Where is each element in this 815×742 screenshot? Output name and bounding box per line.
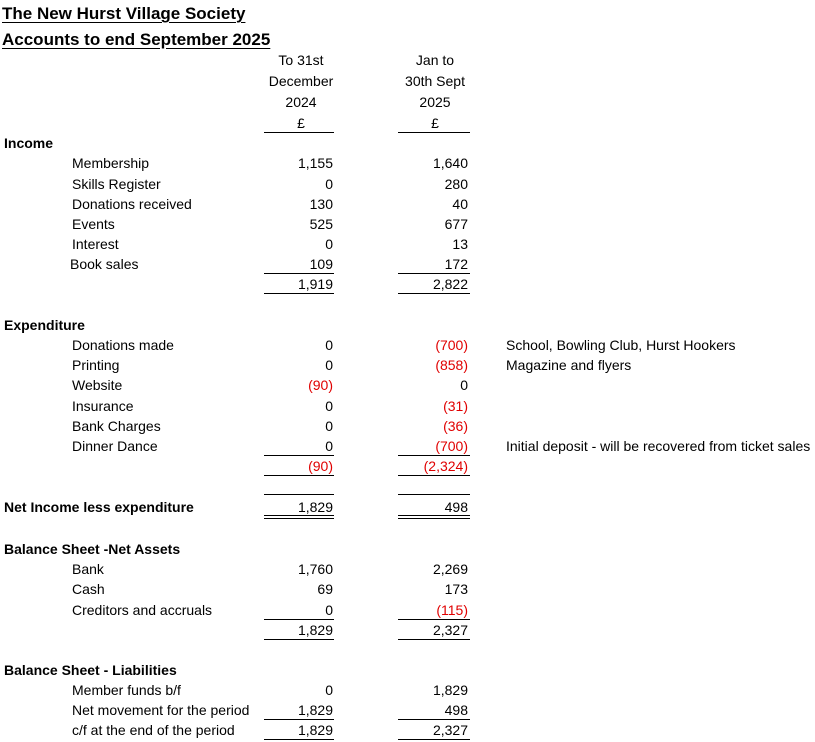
- expenditure-total-col2: (2,324): [423, 458, 468, 474]
- expenditure-row-col2: (858): [435, 357, 468, 373]
- expenditure-row-label: Bank Charges: [72, 418, 161, 434]
- expenditure-note: School, Bowling Club, Hurst Hookers: [506, 337, 736, 353]
- expenditure-row-col2: (700): [435, 337, 468, 353]
- income-row-col2: 40: [452, 196, 468, 212]
- liabilities-row-col2: 498: [444, 702, 468, 718]
- col2-currency: £: [431, 115, 439, 131]
- net-assets-row-label: Bank: [72, 561, 104, 577]
- net-income-col1: 1,829: [297, 499, 333, 515]
- net-double-rule-1-col2: [398, 515, 470, 516]
- expenditure-row-col1: 0: [325, 438, 333, 454]
- liabilities-row-label: Net movement for the period: [72, 702, 250, 718]
- expenditure-row-col1: (90): [308, 377, 333, 393]
- net-assets-row-label: Creditors and accruals: [72, 602, 213, 618]
- expenditure-row-col2: 0: [460, 377, 468, 393]
- income-row-col2: 13: [452, 236, 468, 252]
- document-title: The New Hurst Village Society: [2, 4, 246, 23]
- liabilities-total-underline-col2: [398, 739, 470, 740]
- col1-header-line2: December: [268, 73, 334, 89]
- net-assets-row-col1: 0: [325, 602, 333, 618]
- income-row-col1: 130: [309, 196, 333, 212]
- expenditure-row-col1: 0: [325, 337, 333, 353]
- expenditure-row-col2: (700): [435, 438, 468, 454]
- liabilities-row-col1: 1,829: [297, 722, 333, 738]
- income-row-col1: 0: [325, 176, 333, 192]
- liabilities-heading: Balance Sheet - Liabilities: [4, 662, 177, 678]
- col1-currency: £: [297, 115, 305, 131]
- income-row-col2: 280: [444, 176, 468, 192]
- expenditure-note: Initial deposit - will be recovered from ticket sales: [506, 438, 811, 454]
- income-total-underline-col2: [398, 293, 470, 294]
- net-assets-row-col1: 69: [317, 581, 333, 597]
- col1-header-line3: 2024: [285, 94, 317, 110]
- expenditure-row-label: Insurance: [72, 398, 134, 414]
- expenditure-row-col1: 0: [325, 398, 333, 414]
- income-row-col1: 1,155: [297, 155, 333, 171]
- income-row-label: Skills Register: [72, 176, 161, 192]
- expenditure-row-col1: 0: [325, 418, 333, 434]
- col2-header-line2: 30th Sept: [405, 73, 465, 89]
- liabilities-row-col2: 2,327: [432, 722, 468, 738]
- net-assets-row-col2: (115): [436, 602, 468, 618]
- income-row-col2: 677: [444, 216, 468, 232]
- net-rule-top-col2: [398, 494, 470, 495]
- net-double-rule-2-col1: [264, 518, 334, 519]
- income-total-underline-col1: [264, 293, 334, 294]
- income-row-label: Membership: [72, 155, 150, 171]
- expenditure-total-col1: (90): [308, 458, 333, 474]
- expenditure-row-label: Dinner Dance: [72, 438, 158, 454]
- net-assets-row-col2: 173: [444, 581, 468, 597]
- expenditure-row-col2: (36): [443, 418, 468, 434]
- income-row-col1: 525: [309, 216, 333, 232]
- net-assets-total-underline-col1: [264, 639, 334, 640]
- income-total-col2: 2,822: [432, 276, 468, 292]
- expenditure-total-underline-col1: [264, 475, 334, 476]
- net-assets-total-col1: 1,829: [297, 622, 333, 638]
- net-income-col2: 498: [444, 499, 468, 515]
- expenditure-row-col1: 0: [325, 357, 333, 373]
- net-double-rule-1-col1: [264, 515, 334, 516]
- document-subtitle: Accounts to end September 2025: [2, 30, 271, 49]
- header-rule-col2: [398, 132, 470, 133]
- expenditure-heading: Expenditure: [4, 317, 85, 333]
- liabilities-row-label: Member funds b/f: [72, 682, 181, 698]
- net-income-label: Net Income less expenditure: [4, 499, 194, 515]
- expenditure-row-label: Printing: [72, 357, 120, 373]
- liabilities-row-label: c/f at the end of the period: [72, 722, 235, 738]
- net-assets-row-col2: 2,269: [432, 561, 468, 577]
- income-row-col2: 1,640: [432, 155, 468, 171]
- net-assets-row-col1: 1,760: [297, 561, 333, 577]
- expenditure-row-label: Website: [72, 377, 123, 393]
- income-heading: Income: [4, 135, 54, 151]
- income-row-col1: 109: [309, 256, 333, 272]
- net-rule-top-col1: [264, 494, 334, 495]
- income-row-col1: 0: [325, 236, 333, 252]
- expenditure-row-label: Donations made: [72, 337, 174, 353]
- income-row-label: Book sales: [70, 256, 139, 272]
- col1-header-line1: To 31st: [278, 52, 324, 68]
- col2-header-line3: 2025: [419, 94, 451, 110]
- liabilities-row-col1: 0: [325, 682, 333, 698]
- net-double-rule-2-col2: [398, 518, 470, 519]
- income-row-label: Events: [72, 216, 115, 232]
- income-total-col1: 1,919: [297, 276, 333, 292]
- col2-header-line1: Jan to: [415, 52, 455, 68]
- net-assets-total-underline-col2: [398, 639, 470, 640]
- expenditure-total-underline-col2: [398, 475, 470, 476]
- net-assets-heading: Balance Sheet -Net Assets: [4, 541, 181, 557]
- income-row-col2: 172: [444, 256, 468, 272]
- net-assets-total-col2: 2,327: [432, 622, 468, 638]
- liabilities-row-col1: 1,829: [297, 702, 333, 718]
- liabilities-total-underline-col1: [264, 739, 334, 740]
- header-rule-col1: [264, 132, 334, 133]
- income-row-label: Interest: [72, 236, 119, 252]
- liabilities-row-col2: 1,829: [432, 682, 468, 698]
- expenditure-row-col2: (31): [443, 398, 468, 414]
- income-row-label: Donations received: [72, 196, 192, 212]
- net-assets-row-label: Cash: [72, 581, 105, 597]
- expenditure-note: Magazine and flyers: [506, 357, 632, 373]
